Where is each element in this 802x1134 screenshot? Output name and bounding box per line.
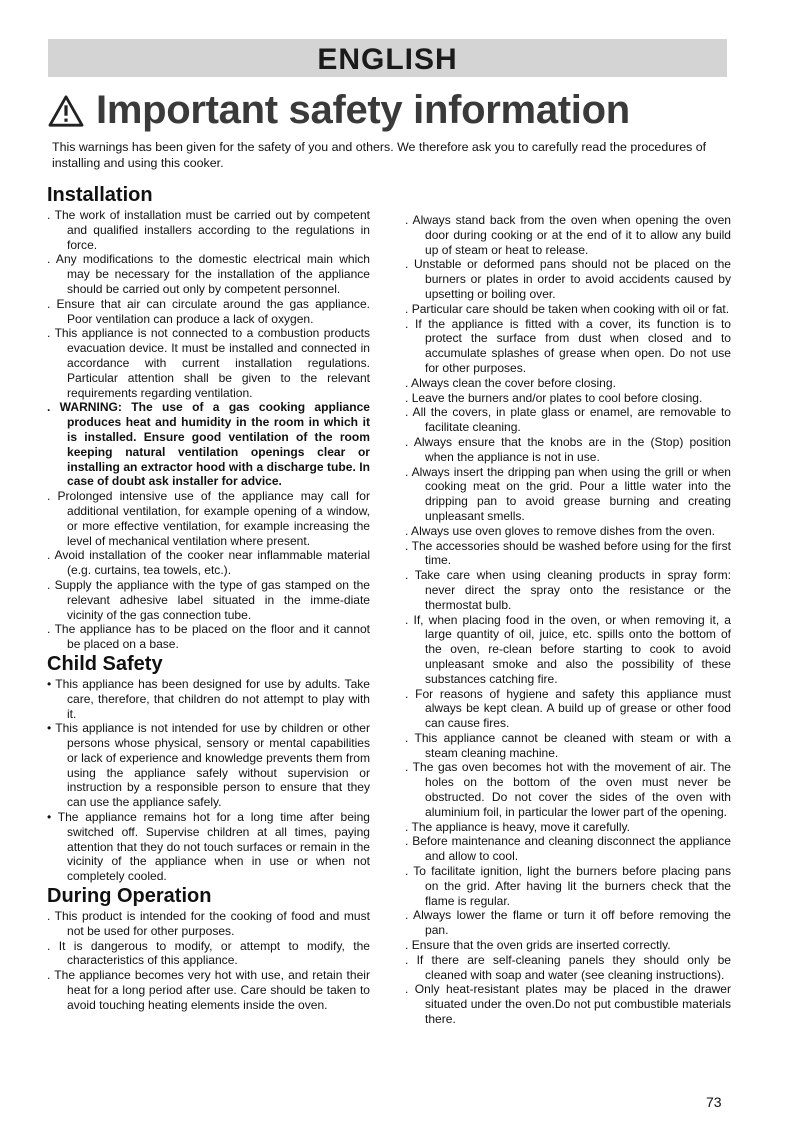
list-item: . Take care when using cleaning products in spray form: never direct the spray onto the resistance or the thermostat bulb. [405,568,731,612]
child-safety-list [47,677,370,884]
child-safety-heading: Child Safety [47,652,163,675]
list-item: . Ensure that air can circulate around the gas appliance. Poor ventilation can produce a lack of oxygen. [47,296,370,326]
list-item: . Before maintenance and cleaning disconnect the appliance and allow to cool. [405,834,731,864]
during-operation-list [47,909,370,1013]
page-title-text: Important safety information [96,87,630,132]
list-item: . The appliance is heavy, move it carefully. [405,819,630,834]
list-item: . Always lower the flame or turn it off before removing the pan. [405,908,731,938]
list-item: . Particular care should be taken when cooking with oil or fat. [405,301,730,316]
list-item: . The work of installation must be carried out by competent and qualified installers according to the regulations in force. [47,208,370,252]
installation-heading: Installation [47,184,153,206]
warning-text: . WARNING: The use of a gas cooking appliance produces heat and humidity in the room in which it is installed. Ensure good ventilation of the room keeping natural ventilation openings clear or installing an extractor hood with a discharge tube. In case of doubt ask installer for advice. [47,400,370,489]
page-number: 73 [706,1094,722,1110]
list-item: . Prolonged intensive use of the appliance may call for additional ventilation, for example opening of a window, or more effective ventilation, for example increasing the level of mechanical ventilation where present. [47,489,370,548]
list-item: . The appliance becomes very hot with use, and retain their heat for a long period after use. Care should be taken to avoid touching heating elements inside the oven. [47,968,370,1012]
installation-list [47,208,370,652]
list-item: . Always ensure that the knobs are in the (Stop) position when the appliance is not in use. [405,434,731,464]
list-item: . Leave the burners and/or plates to cool before closing. [405,390,703,405]
list-item: . Unstable or deformed pans should not be placed on the burners or plates in order to avoid accidents caused by upsetting or boiling over. [405,257,731,301]
list-item: • This appliance has been designed for use by adults. Take care, therefore, that children do not attempt to play with it. [47,676,370,721]
list-item: . Always use oven gloves to remove dishes from the oven. [405,523,716,538]
list-item: . This appliance cannot be cleaned with steam or with a steam cleaning machine. [405,730,731,760]
list-item: • This appliance is not intended for use by children or other persons whose physical, sensory or mental capabilities or lack of experience and knowledge prevents them from using the appliance safely without supervision or instruction by a responsible person to ensure that they can use the appliance safely. [47,721,370,810]
list-item: . The gas oven becomes hot with the movement of air. The holes on the bottom of the oven must never be obstructed. Do not cover the sides of the oven with aluminium foil, in particular the lower part of the opening. [405,760,731,819]
language-banner: ENGLISH [48,39,727,77]
list-item: . Always stand back from the oven when opening the oven door during cooking or at the end of it to allow any build up of steam or heat to release. [405,213,731,257]
page-title [47,84,630,136]
list-item: . The accessories should be washed before using for the first time. [405,538,731,568]
list-item: . Avoid installation of the cooker near inflammable material (e.g. curtains, tea towels, etc.). [47,548,370,578]
list-item: . It is dangerous to modify, or attempt to modify, the characteristics of this appliance. [47,938,370,968]
list-item: . If, when placing food in the oven, or when removing it, a large quantity of oil, juice, etc. spills onto the bottom of the oven, re-clean before starting to cook to avoid unpleasant smoke and also the possibility of these substances catching fire. [405,612,731,686]
warning-triangle-icon [47,94,85,128]
warning-item [47,400,370,489]
list-item: . If the appliance is fitted with a cover, its function is to protect the surface from dust when closed and to accumulate splashes of grease when open. Do not use for other purposes. [405,316,731,375]
list-item: . This product is intended for the cooking of food and must not be used for other purposes. [47,909,370,938]
list-item: . Only heat-resistant plates may be placed in the drawer situated under the oven.Do not put combustible materials there. [405,982,731,1027]
list-item: . Supply the appliance with the type of gas stamped on the relevant adhesive label situated in the imme-diate vicinity of the gas connection tube. [47,577,370,622]
list-item: . The appliance has to be placed on the floor and it cannot be placed on a base. [47,622,370,652]
list-item: . This appliance is not connected to a combustion products evacuation device. It must be installed and connected in accordance with current installation regulations. Particular attention shall be given to the relevant requirements regarding ventilation. [47,326,370,400]
intro-paragraph: This warnings has been given for the safety of you and others. We therefore ask you to carefully read the procedures of installing and using this cooker. [52,140,707,170]
list-item: . All the covers, in plate glass or enamel, are removable to facilitate cleaning. [405,405,731,435]
list-item: . Always insert the dripping pan when using the grill or when cooking meat on the grid. Pour a little water into the dripping pan to avoid grease burning and creating unpleasant smells. [405,464,731,523]
right-column [405,213,731,1027]
list-item: . For reasons of hygiene and safety this appliance must always be kept clean. A build up of grease or other food can cause fires. [405,686,731,731]
list-item: . Ensure that the oven grids are inserted correctly. [405,938,671,953]
list-item: . To facilitate ignition, light the burners before placing pans on the grid. After having lit the burners check that the flame is regular. [405,864,731,908]
list-item: . Always clean the cover before closing. [405,375,616,390]
operation-continued-list [405,213,731,1027]
list-item: . Any modifications to the domestic electrical main which may be necessary for the installation of the appliance should be carried out only by competent personnel. [47,252,370,296]
during-operation-heading: During Operation [47,885,212,908]
left-column [47,183,370,1013]
list-item: . If there are self-cleaning panels they should only be cleaned with soap and water (see cleaning instructions). [405,952,731,982]
list-item: • The appliance remains hot for a long time after being switched off. Supervise children at all times, paying attention that they do not touch surfaces or remain in the vicinity of the appliance when in use or when not completely cooled. [47,810,370,884]
